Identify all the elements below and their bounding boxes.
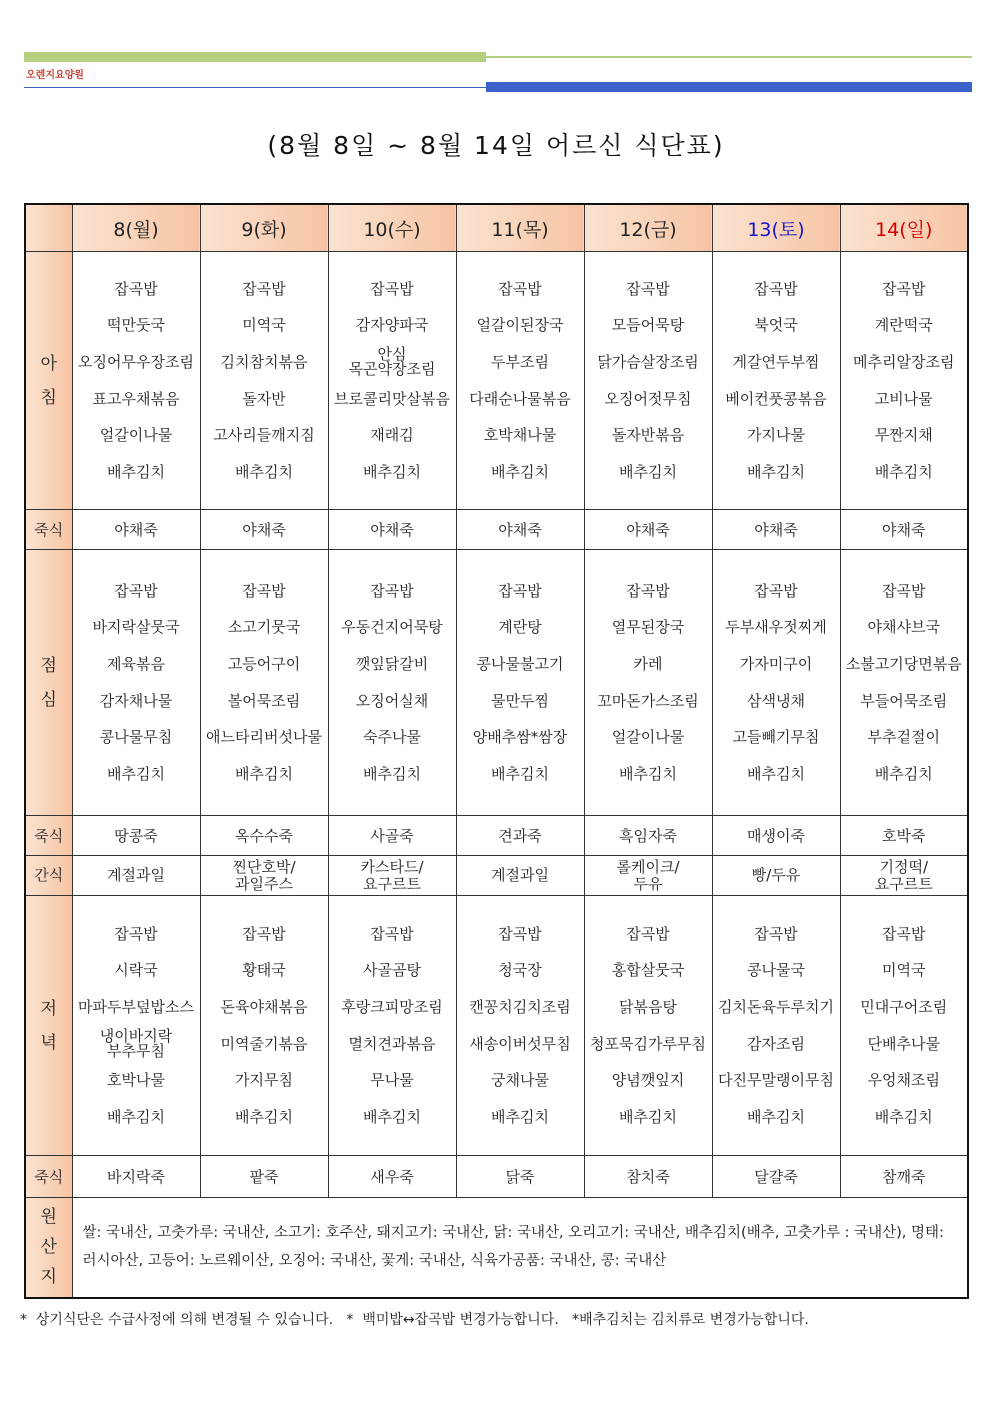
menu-item: 잡곡밥 [370,279,414,298]
porridge-cell: 흑임자죽 [584,816,712,856]
menu-item: 오징어실채 [355,691,429,710]
menu-item: 얼갈이된장국 [476,316,564,335]
lunch-cell [584,550,712,816]
menu-item: 돈육야채볶음 [220,997,308,1016]
menu-item: 멸치견과볶음 [348,1034,436,1053]
menu-item: 다진무말랭이무침 [718,1071,834,1090]
menu-item: 애느타리버섯나물 [206,728,322,747]
snack-cell: 기정떡/ 요구르트 [840,856,968,896]
porridge-cell: 팥죽 [200,1156,328,1198]
lunch-cell [712,550,840,816]
menu-item: 냉이바지락 부추무침 [99,1026,173,1060]
lunch-cell [328,550,456,816]
menu-item: 잡곡밥 [242,279,286,298]
porridge-cell: 야채죽 [584,510,712,550]
breakfast-cell [840,252,968,510]
menu-item: 다래순나물볶음 [469,389,571,408]
page-title: (8월 8일 ~ 8월 14일 어르신 식단표) [267,131,725,160]
dinner-cell [840,896,968,1156]
breakfast-cell [328,252,456,510]
menu-item: 가자미구이 [739,654,813,673]
lunch-cell [72,550,200,816]
menu-item: 배추김치 [491,764,549,783]
header-line-blue [24,87,486,88]
menu-item: 브로콜리맛살볶음 [334,389,450,408]
menu-item: 양배추쌈*쌈장 [472,728,568,747]
menu-item: 모듬어묵탕 [611,316,685,335]
menu-item: 가지무침 [235,1071,293,1090]
menu-item: 소고기뭇국 [227,618,301,637]
menu-item: 잡곡밥 [754,279,798,298]
menu-table [24,203,969,1299]
porridge-cell: 야채죽 [200,510,328,550]
breakfast-cell [712,252,840,510]
day-header: 8(월) [72,204,200,252]
snack-cell: 계절과일 [456,856,584,896]
menu-item: 표고우채볶음 [92,389,180,408]
menu-item: 배추김치 [874,462,933,481]
menu-item: 우동건지어묵탕 [341,618,443,637]
porridge-cell: 참깨죽 [840,1156,968,1198]
menu-item: 호박채나물 [483,426,557,445]
menu-item: 잡곡밥 [242,581,286,600]
menu-item: 배추김치 [747,764,805,783]
menu-item: 안심 목곤약장조림 [348,345,436,379]
menu-item: 베이컨풋콩볶음 [725,389,827,408]
menu-item: 배추김치 [874,1107,933,1126]
menu-item: 시락국 [114,961,158,980]
menu-item: 잡곡밥 [754,924,798,943]
menu-item: 배추김치 [747,1107,805,1126]
menu-item: 닭볶음탕 [619,997,677,1016]
snack-cell: 빵/두유 [712,856,840,896]
snack-cell: 카스타드/ 요구르트 [328,856,456,896]
menu-item: 잡곡밥 [114,279,158,298]
menu-item: 잡곡밥 [498,581,542,600]
menu-item: 게갈연두부찜 [732,352,820,371]
menu-item: 감자양파국 [355,316,429,335]
porridge-cell: 야채죽 [456,510,584,550]
snack-cell: 찐단호박/ 과일주스 [200,856,328,896]
lunch-row [25,550,968,816]
menu-item: 배추김치 [363,462,421,481]
menu-item: 야채샤브국 [867,618,940,637]
day-header: 9(화) [200,204,328,252]
menu-item: 소불고기당면볶음 [845,654,962,673]
menu-item: 홍합살뭇국 [611,961,685,980]
menu-item: 재래김 [370,426,414,445]
menu-item: 단배추나물 [867,1034,940,1053]
menu-item: 잡곡밥 [882,581,926,600]
menu-item: 콩나물국 [747,961,805,980]
menu-item: 배추김치 [235,764,293,783]
menu-item: 잡곡밥 [498,279,542,298]
menu-item: 배추김치 [619,462,677,481]
menu-item: 오징어무우장조림 [78,352,194,371]
menu-item: 민대구어조림 [860,997,948,1016]
breakfast-row [25,252,968,510]
dinner-porridge-row [25,1156,968,1198]
menu-item: 바지락살뭇국 [92,618,180,637]
menu-item: 호박나물 [107,1071,165,1090]
breakfast-label: 아 침 [25,252,72,510]
snack-label: 간식 [25,856,72,896]
menu-item: 배추김치 [363,764,421,783]
porridge-label: 죽식 [25,510,72,550]
menu-item: 숙주나물 [363,728,421,747]
porridge-cell: 야채죽 [328,510,456,550]
porridge-cell: 호박죽 [840,816,968,856]
menu-item: 배추김치 [874,764,933,783]
menu-item: 얼갈이나물 [99,426,173,445]
menu-item: 배추김치 [235,1107,293,1126]
porridge-cell: 야채죽 [712,510,840,550]
menu-item: 잡곡밥 [498,924,542,943]
porridge-cell: 야채죽 [840,510,968,550]
menu-item: 궁채나물 [491,1071,549,1090]
lunch-cell [456,550,584,816]
menu-item: 열무된장국 [611,618,685,637]
menu-item: 사골곰탕 [363,961,421,980]
menu-item: 배추김치 [107,1107,165,1126]
menu-item: 김치돈육두루치기 [718,997,834,1016]
porridge-cell: 새우죽 [328,1156,456,1198]
menu-item: 얼갈이나물 [611,728,685,747]
snack-row [25,856,968,896]
dinner-cell [712,896,840,1156]
menu-item: 배추김치 [363,1107,421,1126]
porridge-label: 죽식 [25,816,72,856]
porridge-cell: 땅콩죽 [72,816,200,856]
dinner-cell [584,896,712,1156]
dinner-row [25,896,968,1156]
menu-item: 배추김치 [491,1107,549,1126]
menu-item: 돌자반볶음 [611,426,685,445]
menu-item: 잡곡밥 [626,279,670,298]
menu-item: 닭가슴살장조림 [597,352,699,371]
menu-item: 잡곡밥 [882,924,926,943]
menu-item: 감자조림 [747,1034,805,1053]
menu-item: 무짠지채 [874,426,933,445]
menu-item: 꼬마돈가스조림 [597,691,699,710]
breakfast-cell [72,252,200,510]
menu-item: 잡곡밥 [114,581,158,600]
dinner-label: 저 녁 [25,896,72,1156]
menu-item: 가지나물 [747,426,805,445]
snack-cell: 롤케이크/ 두유 [584,856,712,896]
menu-item: 고사리들깨지짐 [213,426,315,445]
snack-cell: 계절과일 [72,856,200,896]
day-header: 12(금) [584,204,712,252]
menu-item: 잡곡밥 [370,924,414,943]
menu-item: 잡곡밥 [114,924,158,943]
porridge-cell: 매생이죽 [712,816,840,856]
porridge-cell: 사골죽 [328,816,456,856]
menu-item: 두부조림 [491,352,549,371]
menu-item: 감자채나물 [99,691,173,710]
menu-item: 돌자반 [242,389,286,408]
header-bar-blue [486,82,972,92]
menu-item: 배추김치 [491,462,549,481]
menu-item: 미역국 [882,961,926,980]
menu-item: 배추김치 [619,764,677,783]
menu-item: 청국장 [498,961,542,980]
dinner-cell [200,896,328,1156]
header-bar-green [24,52,486,62]
menu-item: 배추김치 [619,1107,677,1126]
footnote: * 상기식단은 수급사정에 의해 변경될 수 있습니다. * 백미밥↔잡곡밥 변경가능합니다. *배추김치는 김치류로 변경가능합니다. [20,1312,809,1328]
menu-item: 메추리알장조림 [853,352,955,371]
menu-item: 배추김치 [235,462,293,481]
menu-item: 콩나물불고기 [476,654,564,673]
menu-item: 잡곡밥 [242,924,286,943]
day-header-sunday: 14(일) [840,204,968,252]
menu-item: 잡곡밥 [370,581,414,600]
menu-item: 고비나물 [874,389,933,408]
menu-item: 부추겉절이 [867,728,940,747]
menu-item: 부들어묵조림 [860,691,948,710]
menu-item: 배추김치 [107,764,165,783]
header-line-green [486,56,972,58]
porridge-cell: 닭죽 [456,1156,584,1198]
menu-item: 후랑크피망조림 [341,997,443,1016]
menu-item: 배추김치 [747,462,805,481]
lunch-cell [200,550,328,816]
menu-item: 카레 [633,654,663,673]
menu-item: 미역줄기볶음 [220,1034,308,1053]
day-header-row [25,204,968,252]
menu-item: 잡곡밥 [626,924,670,943]
dinner-cell [456,896,584,1156]
day-header-saturday: 13(토) [712,204,840,252]
menu-item: 마파두부덮밥소스 [78,997,194,1016]
porridge-cell: 옥수수죽 [200,816,328,856]
porridge-cell: 바지락죽 [72,1156,200,1198]
breakfast-cell [584,252,712,510]
menu-item: 배추김치 [107,462,165,481]
menu-item: 무나물 [370,1071,414,1090]
menu-item: 캔꽁치김치조림 [469,997,571,1016]
menu-item: 물만두찜 [491,691,549,710]
brand-logo-text: 오렌지요양원 [26,70,84,81]
day-header: 10(수) [328,204,456,252]
menu-item: 황태국 [242,961,286,980]
menu-item: 계란탕 [498,618,542,637]
dinner-cell [328,896,456,1156]
porridge-cell: 참치죽 [584,1156,712,1198]
porridge-cell: 달걀죽 [712,1156,840,1198]
origin-text: 쌀: 국내산, 고춧가루: 국내산, 소고기: 호주산, 돼지고기: 국내산, 닭: 국내산, 오리고기: 국내산, 배추김치(배추, 고춧가루 : 국내산), 명태: 러시아산, 고등어: 노르웨이산, 오징어: 국내산, 꽃게: 국내산, 식육가공품: 국내산, 콩: 국내산 [72,1198,968,1298]
menu-item: 우엉채조림 [867,1071,940,1090]
menu-item: 제육볶음 [107,654,165,673]
porridge-cell: 야채죽 [72,510,200,550]
menu-item: 깻잎닭갈비 [355,654,429,673]
origin-label: 원 산 지 [25,1198,72,1298]
menu-item: 김치참치볶음 [220,352,308,371]
menu-item: 고들빼기무침 [732,728,820,747]
corner-cell [25,204,72,252]
menu-item: 삼색냉채 [747,691,805,710]
menu-item: 콩나물무침 [99,728,173,747]
menu-item: 새송이버섯무침 [469,1034,571,1053]
lunch-cell [840,550,968,816]
menu-item: 두부새우젓찌게 [725,618,827,637]
lunch-label: 점 심 [25,550,72,816]
breakfast-porridge-row [25,510,968,550]
porridge-cell: 견과죽 [456,816,584,856]
menu-item: 오징어젓무침 [604,389,692,408]
day-header: 11(목) [456,204,584,252]
menu-item: 미역국 [242,316,286,335]
menu-item: 떡만둣국 [107,316,165,335]
breakfast-cell [200,252,328,510]
menu-item: 양념깻잎지 [611,1071,685,1090]
dinner-cell [72,896,200,1156]
menu-item: 잡곡밥 [882,279,926,298]
porridge-label: 죽식 [25,1156,72,1198]
breakfast-cell [456,252,584,510]
menu-item: 고등어구이 [227,654,301,673]
origin-row [25,1198,968,1298]
menu-item: 볼어묵조림 [227,691,301,710]
menu-item: 계란떡국 [874,316,933,335]
menu-item: 잡곡밥 [754,581,798,600]
menu-item: 북엇국 [754,316,798,335]
lunch-porridge-row [25,816,968,856]
menu-item: 청포묵김가루무침 [590,1034,706,1053]
menu-item: 잡곡밥 [626,581,670,600]
